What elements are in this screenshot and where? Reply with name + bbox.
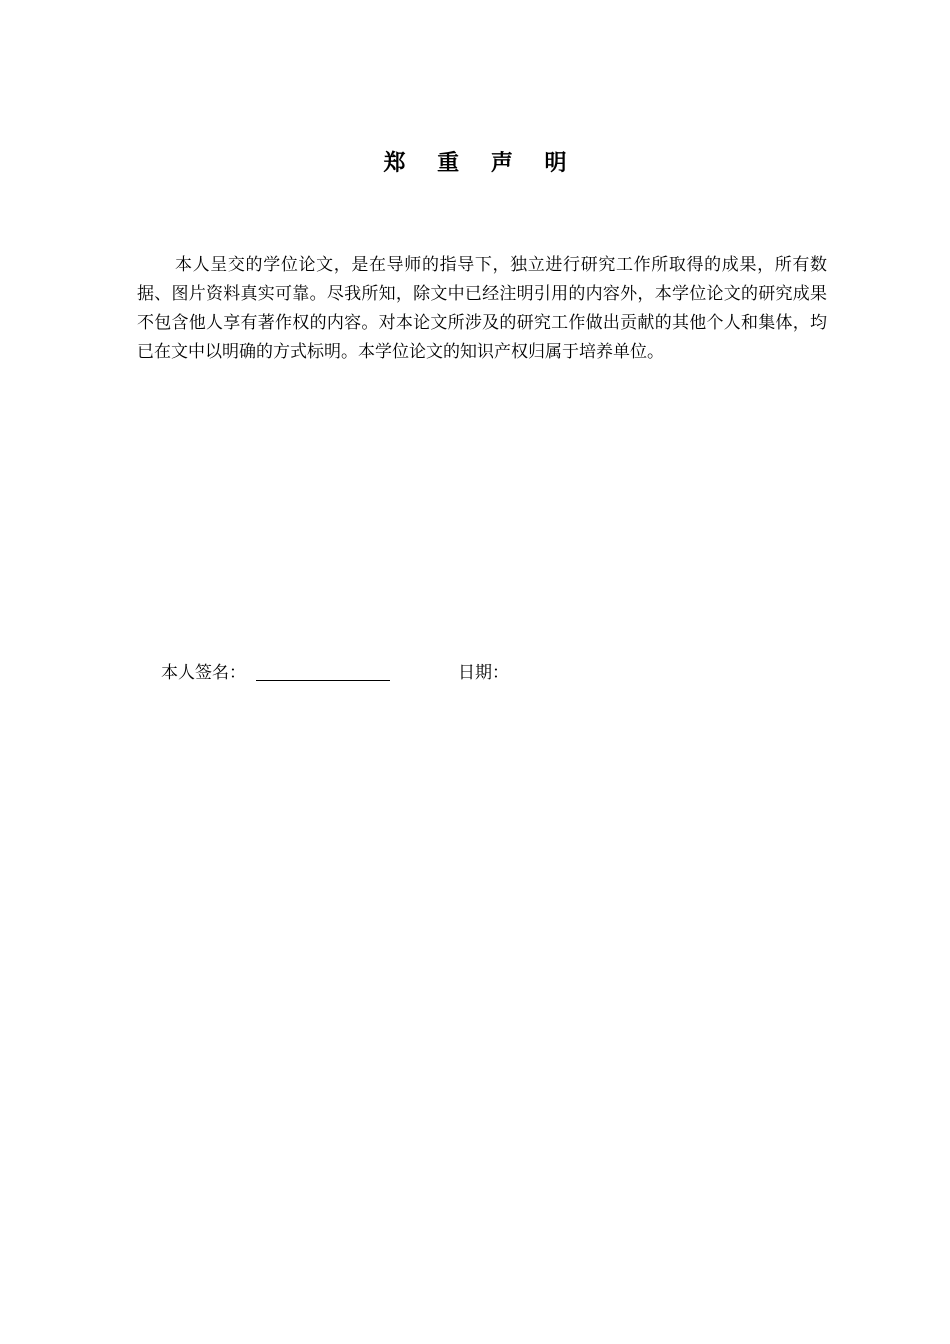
declaration-paragraph: 本人呈交的学位论文，是在导师的指导下，独立进行研究工作所取得的成果，所有数据、图片资料真实可靠。尽我所知，除文中已经注明引用的内容外，本学位论文的研究成果不包含他人享有著作权的内容。对本论文所涉及的研究工作做出贡献的其他个人和集体，均已在文中以明确的方式标明。本学位论文的知识产权归属于培养单位。 xyxy=(137,255,827,362)
date-label: 日期： xyxy=(458,663,509,683)
signature-label: 本人签名： xyxy=(161,663,246,683)
page-title: 郑 重 声 明 xyxy=(383,151,579,176)
signature-row xyxy=(161,658,761,688)
signature-line xyxy=(256,680,390,681)
